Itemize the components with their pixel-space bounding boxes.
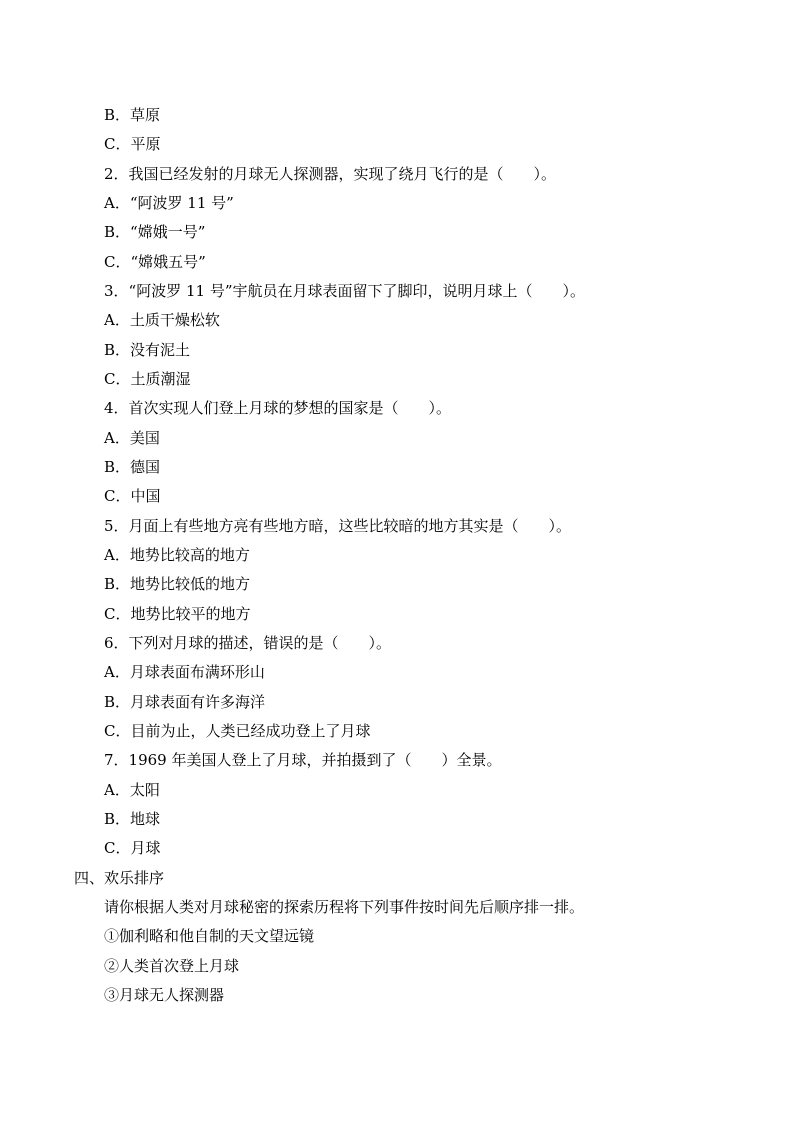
event-3: ③月球无人探测器 bbox=[104, 986, 225, 1004]
q5-option-b: B．地势比较低的地方 bbox=[104, 575, 251, 593]
question-3: 3．“阿波罗 11 号”宇航员在月球表面留下了脚印，说明月球上（ ）。 bbox=[104, 282, 586, 300]
q2-option-c: C．“嫦娥五号” bbox=[104, 253, 206, 271]
q2-option-a: A．“阿波罗 11 号” bbox=[104, 194, 234, 212]
q3-option-c: C．土质潮湿 bbox=[104, 370, 191, 388]
q5-option-a: A．地势比较高的地方 bbox=[104, 546, 250, 564]
q3-option-a: A．土质干燥松软 bbox=[104, 311, 220, 329]
q6-option-a: A．月球表面布满环形山 bbox=[104, 663, 265, 681]
q6-option-b: B．月球表面有许多海洋 bbox=[104, 693, 266, 711]
q1-option-b: B．草原 bbox=[104, 106, 161, 124]
question-7: 7．1969 年美国人登上了月球，并拍摄到了（ ）全景。 bbox=[104, 751, 502, 769]
q1-option-c: C．平原 bbox=[104, 135, 161, 153]
question-5: 5．月面上有些地方亮有些地方暗，这些比较暗的地方其实是（ ）。 bbox=[104, 517, 572, 535]
event-2: ②人类首次登上月球 bbox=[104, 957, 240, 975]
q7-option-b: B．地球 bbox=[104, 810, 161, 828]
question-6: 6．下列对月球的描述，错误的是（ ）。 bbox=[104, 634, 392, 652]
q4-option-c: C．中国 bbox=[104, 487, 161, 505]
q4-option-a: A．美国 bbox=[104, 429, 160, 447]
q7-option-c: C．月球 bbox=[104, 839, 161, 857]
q4-option-b: B．德国 bbox=[104, 458, 161, 476]
q3-option-b: B．没有泥土 bbox=[104, 341, 191, 359]
event-1: ①伽利略和他自制的天文望远镜 bbox=[104, 927, 315, 945]
q6-option-c: C．目前为止，人类已经成功登上了月球 bbox=[104, 722, 371, 740]
q2-option-b: B．“嫦娥一号” bbox=[104, 223, 206, 241]
section-heading: 四、欢乐排序 bbox=[74, 869, 165, 887]
q5-option-c: C．地势比较平的地方 bbox=[104, 605, 251, 623]
q7-option-a: A．太阳 bbox=[104, 781, 160, 799]
section-instruction: 请你根据人类对月球秘密的探索历程将下列事件按时间先后顺序排一排。 bbox=[104, 898, 585, 916]
question-2: 2．我国已经发射的月球无人探测器，实现了绕月飞行的是（ ）。 bbox=[104, 165, 557, 183]
question-4: 4．首次实现人们登上月球的梦想的国家是（ ）。 bbox=[104, 399, 452, 417]
